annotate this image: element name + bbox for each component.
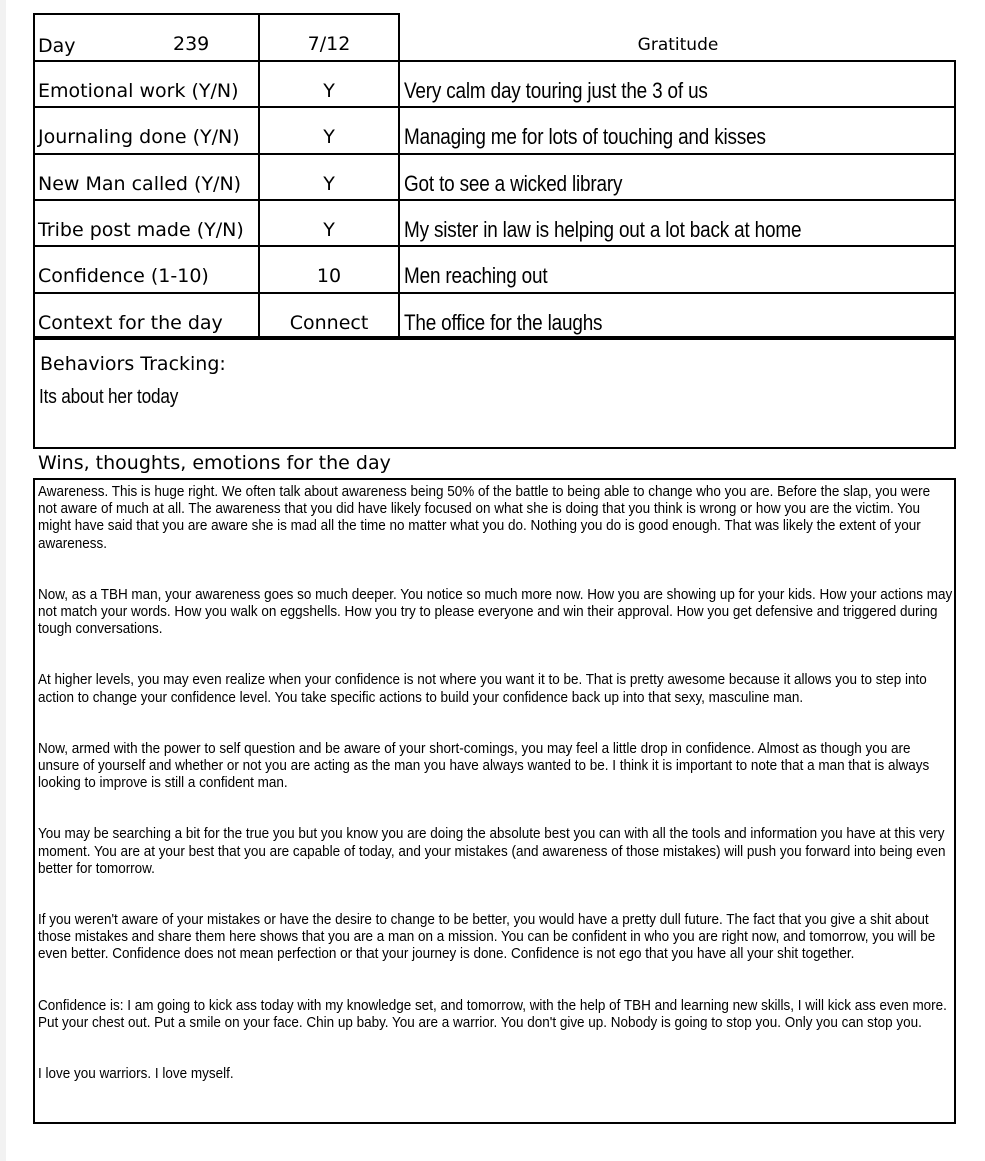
row-gratitude: Very calm day touring just the 3 of us xyxy=(404,78,708,103)
behaviors-heading: Behaviors Tracking: xyxy=(40,353,226,375)
date-value: 7/12 xyxy=(307,33,351,55)
row-label: Tribe post made (Y/N) xyxy=(38,219,244,241)
wins-paragraph: At higher levels, you may even realize when your confidence is not where you want it to be. That is pretty awesome because it allows you to step into action to change your confidence level. You take specific actions to build your confidence back up into that sexy, masculine man. xyxy=(38,672,927,706)
page-edge xyxy=(0,0,6,1161)
row-gratitude: Got to see a wicked library xyxy=(404,171,623,196)
row-label: Emotional work (Y/N) xyxy=(38,80,239,102)
row-label: New Man called (Y/N) xyxy=(38,173,242,195)
day-number: 239 xyxy=(173,33,210,55)
row-gratitude-cell xyxy=(398,60,956,108)
wins-paragraph: You may be searching a bit for the true you but you know you are doing the absolute best you can with all the tools and information you have at this very moment. You are at your best that you are capable of today, and your mistakes (and awareness of those mistakes) will push you forward into being even better for tomorrow. xyxy=(38,826,946,877)
row-value-cell xyxy=(258,60,400,108)
day-label: Day xyxy=(38,35,76,57)
gratitude-heading-cell xyxy=(398,13,956,62)
date-cell xyxy=(258,13,400,62)
behaviors-text: Its about her today xyxy=(39,386,179,408)
row-gratitude: Men reaching out xyxy=(404,263,548,288)
row-value-cell xyxy=(258,292,400,340)
row-value-cell xyxy=(258,153,400,201)
wins-text xyxy=(38,484,952,1117)
row-label-cell xyxy=(33,153,260,201)
row-gratitude: The office for the laughs xyxy=(404,310,603,335)
row-label-cell xyxy=(33,199,260,247)
row-value-cell xyxy=(258,199,400,247)
row-value: Y xyxy=(323,173,335,195)
row-label: Journaling done (Y/N) xyxy=(38,126,240,148)
row-gratitude-cell xyxy=(398,292,956,340)
wins-paragraph: I love you warriors. I love myself. xyxy=(38,1066,234,1083)
row-label: Context for the day xyxy=(38,312,223,334)
row-label-cell xyxy=(33,60,260,108)
row-gratitude-cell xyxy=(398,245,956,294)
row-value: Connect xyxy=(289,312,369,334)
day-cell xyxy=(33,13,260,62)
wins-paragraph: If you weren't aware of your mistakes or have the desire to change to be better, you would have a pretty dull future. The fact that you give a shit about those mistakes and share them here shows that you are a man on a mission. You can be confident in who you are right now, and tomorrow, you will be even better. Confidence does not mean perfection or that your journey is done. Confidence is not ego that you have all your shit together. xyxy=(38,912,936,963)
row-value-cell xyxy=(258,245,400,294)
wins-paragraph: Now, as a TBH man, your awareness goes so much deeper. You notice so much more now. How you are showing up for your kids. How your actions may not match your words. How you walk on eggshells. How you try to please everyone and win their approval. How you get defensive and triggered during tough conversations. xyxy=(38,586,953,638)
wins-paragraph: Awareness. This is huge right. We often talk about awareness being 50% of the battle to being able to change who you are. Before the slap, you were not aware of much at all. The awareness that you did have likely focused on what she is doing that you think is wrong or how you are the victim. You might have said that you are aware she is mad all the time no matter what you do. Nothing you do is good enough. That was likely the extent of your awareness. xyxy=(38,484,931,552)
behaviors-box xyxy=(33,336,956,449)
row-label-cell xyxy=(33,245,260,294)
row-label-cell xyxy=(33,292,260,340)
row-gratitude-cell xyxy=(398,199,956,247)
row-gratitude-cell xyxy=(398,106,956,155)
row-gratitude: My sister in law is helping out a lot back at home xyxy=(404,217,802,242)
row-gratitude-cell xyxy=(398,153,956,201)
row-gratitude: Managing me for lots of touching and kisses xyxy=(404,124,766,149)
row-value: 10 xyxy=(316,265,342,287)
gratitude-heading: Gratitude xyxy=(637,35,719,55)
row-label: Confidence (1-10) xyxy=(38,265,209,287)
wins-paragraph: Confidence is: I am going to kick ass today with my knowledge set, and tomorrow, with the help of TBH and learning new skills, I will kick ass even more. Put your chest out. Put a smile on your face. Chin up baby. You are a warrior. You don't give up. Nobody is going to stop you. Only you can stop you. xyxy=(38,997,947,1031)
row-value: Y xyxy=(323,219,335,241)
wins-heading: Wins, thoughts, emotions for the day xyxy=(38,452,391,474)
wins-box xyxy=(33,478,956,1124)
row-value-cell xyxy=(258,106,400,155)
row-label-cell xyxy=(33,106,260,155)
row-value: Y xyxy=(323,126,335,148)
wins-paragraph: Now, armed with the power to self question and be aware of your short-comings, you may feel a little drop in confidence. Almost as though you are unsure of yourself and whether or not you are acting as the man you have always wanted to be. I think it is important to note that a man that is always looking to improve is still a confident man. xyxy=(38,740,930,792)
row-value: Y xyxy=(323,80,335,102)
